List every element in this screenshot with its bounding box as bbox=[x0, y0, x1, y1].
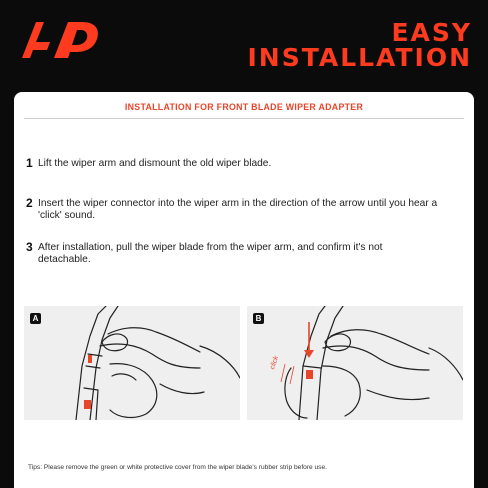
step-text: Insert the wiper connector into the wiper arm in the direction of the arrow until you hear a 'click' sound. bbox=[38, 198, 438, 221]
panel-label-a: A bbox=[30, 313, 41, 324]
hand-wiper-illustration bbox=[247, 306, 463, 420]
tips-text: Tips: Please remove the green or white protective cover from the wiper blade's rubber strip before use. bbox=[28, 464, 327, 471]
card-title: INSTALLATION FOR FRONT BLADE WIPER ADAPTER bbox=[124, 102, 364, 112]
brand-logo-icon bbox=[20, 18, 102, 60]
step-number: 2 bbox=[26, 196, 33, 210]
illustration-panel-a bbox=[24, 306, 240, 420]
headline bbox=[248, 20, 473, 70]
step-text: After installation, pull the wiper blade from the wiper arm, and confirm it's not detachable. bbox=[38, 242, 383, 265]
headline-line2: INSTALLATION bbox=[247, 43, 472, 72]
panel-label-b: B bbox=[253, 313, 264, 324]
instruction-card bbox=[14, 92, 474, 488]
headline-line1: EASY bbox=[391, 18, 472, 47]
divider bbox=[24, 118, 464, 119]
illustration-panel-b bbox=[247, 306, 463, 420]
click-annotation: click bbox=[269, 355, 281, 371]
header bbox=[0, 0, 488, 90]
step-number: 1 bbox=[26, 156, 33, 170]
step-text: Lift the wiper arm and dismount the old wiper blade. bbox=[38, 158, 272, 169]
hand-wiper-illustration bbox=[24, 306, 240, 420]
step-number: 3 bbox=[26, 240, 33, 254]
